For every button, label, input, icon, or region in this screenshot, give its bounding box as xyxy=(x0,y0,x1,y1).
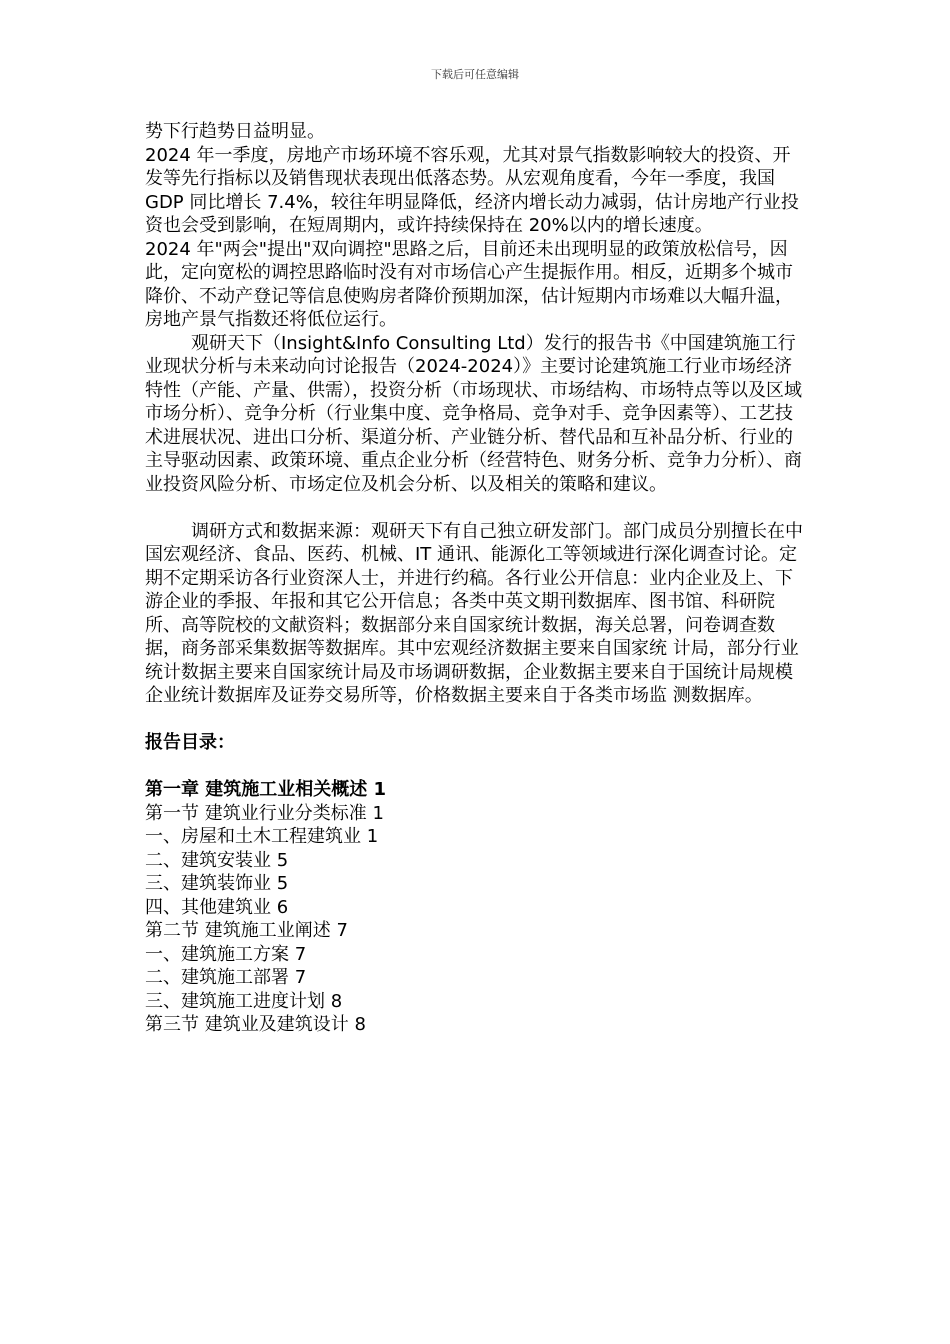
toc-item: 四、其他建筑业 6 xyxy=(145,896,289,918)
toc-item: 第二节 建筑施工业阐述 7 xyxy=(145,920,348,941)
toc-item: 一、建筑施工方案 7 xyxy=(145,943,307,965)
spacer xyxy=(145,496,805,520)
paragraph-1: 势下行趋势日益明显。 xyxy=(145,121,325,142)
toc-item: 一、房屋和土木工程建筑业 1 xyxy=(145,826,379,847)
spacer xyxy=(145,755,805,779)
toc-item: 第三节 建筑业及建筑设计 8 xyxy=(145,1014,366,1035)
toc-item: 二、建筑施工部署 7 xyxy=(145,967,307,988)
page-header: 下载后可任意编辑 xyxy=(431,68,519,81)
document-body xyxy=(145,120,805,1037)
toc-item: 第一节 建筑业行业分类标准 1 xyxy=(145,802,384,824)
paragraph-4: 观研天下（Insight&Info Consulting Ltd）发行的报告书《中国建筑施工行业现状分析与未来动向讨论报告（2024-2024）》主要讨论建筑施工行业市场经济特性（产能、产量、供需），投资分析（市场现状、市场结构、市场特点等以及区域市场分析）、竞争分析（行业集中度、竞争格局、竞争对手、竞争因素等）、工艺技术进展状况、进出口分析、渠道分析、产业链分析、替代品和互补品分析、行业的主导驱动因素、政策环境、重点企业分析（经营特色、财务分析、竞争力分析）、商业投资风险分析、市场定位及机会分析、以及相关的策略和建议。 xyxy=(145,332,802,495)
toc-item: 二、建筑安装业 5 xyxy=(145,849,289,871)
paragraph-3: 2024 年"两会"提出"双向调控"思路之后，目前还未出现明显的政策放松信号，因此，定向宽松的调控思路临时没有对市场信心产生提振作用。相反，近期多个城市降价、不动产登记等信息使购房者降价预期加深，估计短期内市场难以大幅升温，房地产景气指数还将低位运行。 xyxy=(145,238,793,330)
toc-chapter: 第一章 建筑施工业相关概述 1 xyxy=(145,779,387,800)
paragraph-5: 调研方式和数据来源：观研天下有自己独立研发部门。部门成员分别擅长在中国宏观经济、食品、医药、机械、IT 通讯、能源化工等领域进行深化调查讨论。定期不定期采访各行业资深人士，并进行约稿。各行业公开信息：业内企业及上、下游企业的季报、年报和其它公开信息；各类中英文期刊数据库、图书馆、科研院所、高等院校的文献资料；数据部分来自国家统计数据，海关总署，问卷调查数据，商务部采集数据等数据库。其中宏观经济数据主要来自国家统 计局，部分行业统计数据主要来自国家统计局及市场调研数据，企业数据主要来自于国统计局规模企业统计数据库及证券交易所等，价格数据主要来自于各类市场监 测数据库。 xyxy=(145,520,803,706)
toc-item: 三、建筑施工进度计划 8 xyxy=(145,990,343,1012)
paragraph-2: 2024 年一季度，房地产市场环境不容乐观，尤其对景气指数影响较大的投资、开发等先行指标以及销售现状表现出低落态势。从宏观角度看，今年一季度，我国 GDP 同比增长 7.4%，较往年明显降低，经济内增长动力减弱，估计房地产行业投资也会受到影响，在短周期内，或许持续保持在 20%以内的增长速度。 xyxy=(145,144,799,236)
toc-title: 报告目录： xyxy=(145,732,235,753)
spacer xyxy=(145,708,805,732)
toc-item: 三、建筑装饰业 5 xyxy=(145,873,289,894)
